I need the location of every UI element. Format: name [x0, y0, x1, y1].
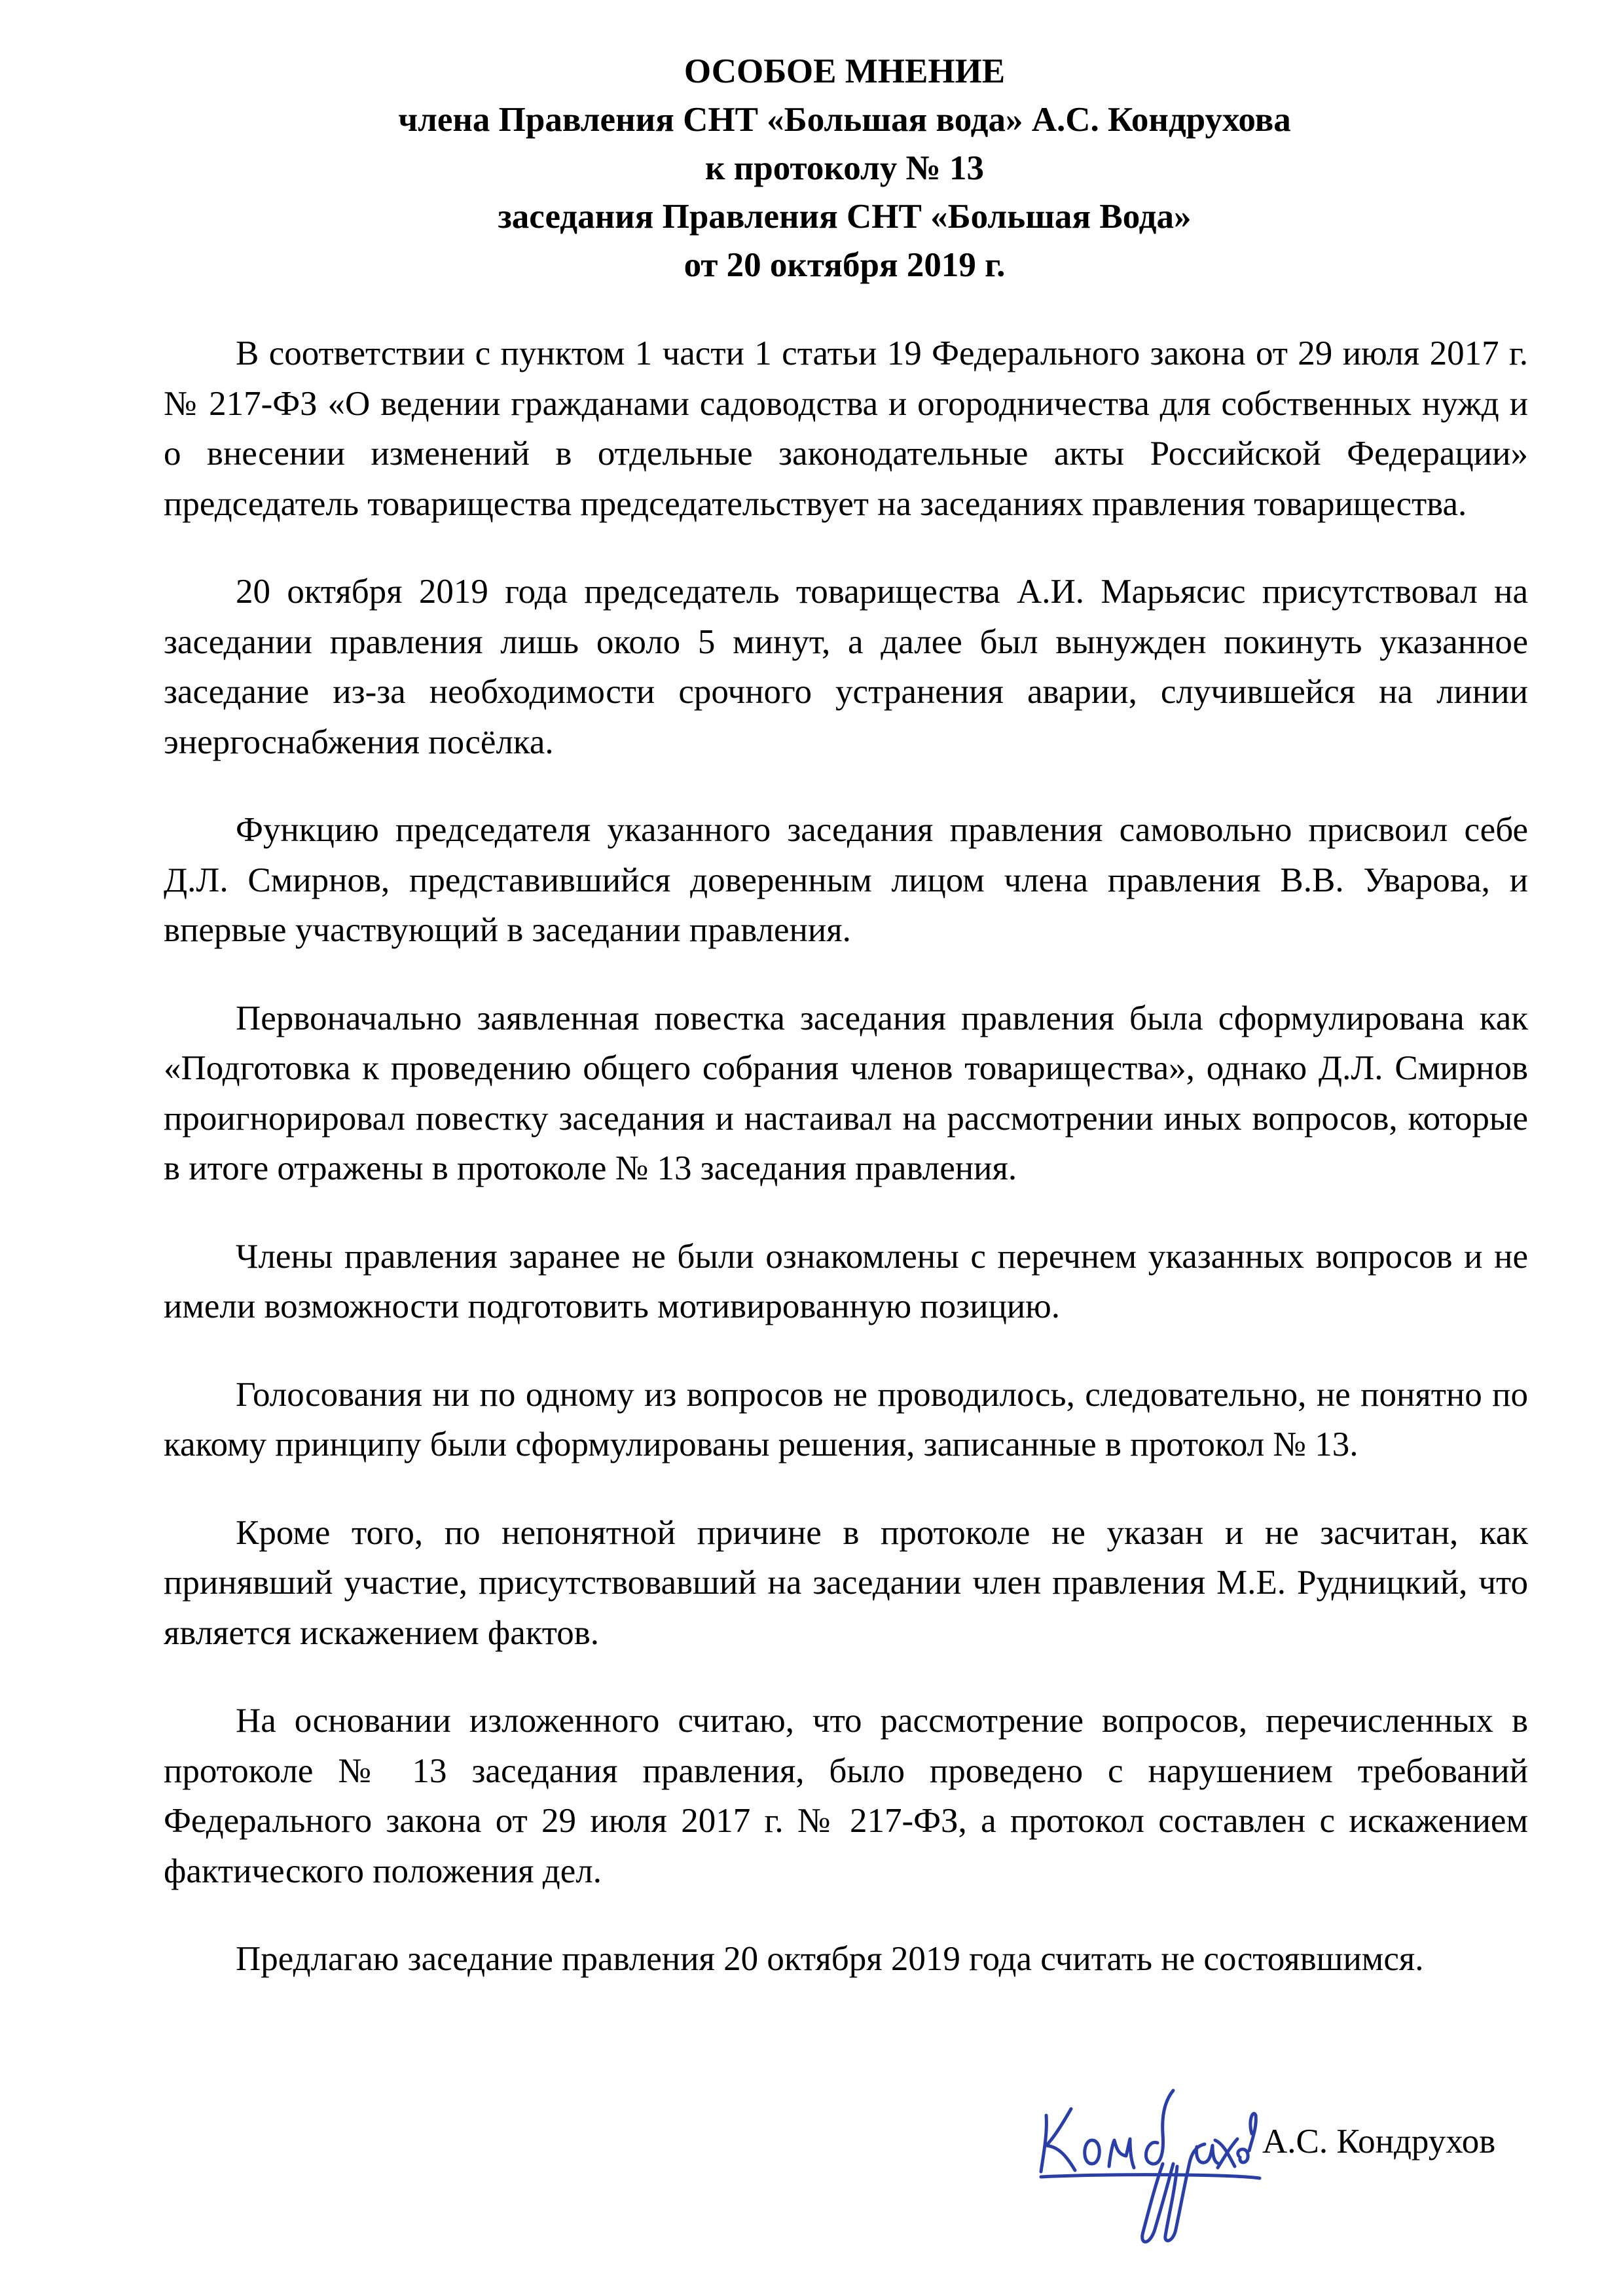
paragraph-4: Первоначально заявленная повестка заседания правления была сформулирована как «Подготовка к проведению общего собрания членов товарищества», однако Д.Л. Смирнов проигнорировал повестку заседания и настаивал на рассмотрении иных вопросов, которые в итоге отражены в протоколе № 13 заседания правления.	[164, 999, 1528, 1187]
header-date-line: от 20 октября 2019 г.	[684, 246, 1006, 284]
paragraph-7: Кроме того, по непонятной причине в протоколе не указан и не засчитан, как принявший участие, присутствовавший на заседании член правления М.Е. Рудницкий, что является искажением фактов.	[164, 1513, 1528, 1652]
header-protocol-line: к протоколу № 13	[704, 149, 985, 187]
paragraph-8: На основании изложенного считаю, что рассмотрение вопросов, перечисленных в протоколе № 13 заседания правления, было проведено с нарушением требований Федерального закона от 29 июля 2017 г. № 217-ФЗ, а протокол составлен с искажением фактического положения дел.	[164, 1702, 1528, 1890]
signature-block	[1021, 2036, 1539, 2258]
signatory-name: А.С. Кондрухов	[1262, 2123, 1496, 2161]
header-author-line: члена Правления СНТ «Большая вода» А.С. Кондрухова	[398, 101, 1291, 139]
header-meeting-line: заседания Правления СНТ «Большая Вода»	[498, 198, 1192, 236]
paragraph-6: Голосования ни по одному из вопросов не проводилось, следовательно, не понятно по какому принципу были сформулированы решения, записанные в протокол № 13.	[164, 1375, 1528, 1463]
paragraph-5: Члены правления заранее не были ознакомлены с перечнем указанных вопросов и не имели возможности подготовить мотивированную позицию.	[164, 1237, 1528, 1325]
paragraph-2: 20 октября 2019 года председатель товарищества А.И. Марьясис присутствовал на заседании правления лишь около 5 минут, а далее был вынужден покинуть указанное заседание из-за необходимости срочного устранения аварии, случившейся на линии энергоснабжения посёлка.	[164, 573, 1528, 761]
handwritten-signature	[1021, 2036, 1264, 2251]
document-body	[164, 329, 1528, 2022]
paragraph-1: В соответствии с пунктом 1 части 1 статьи 19 Федерального закона от 29 июля 2017 г. № 217-ФЗ «О ведении гражданами садоводства и огородничества для собственных нужд и о внесении изменений в отдельные законодательные акты Российской Федерации» председатель товарищества председательствует на заседаниях правления товарищества.	[164, 334, 1528, 523]
paragraph-3: Функцию председателя указанного заседания правления самовольно присвоил себе Д.Л. Смирнов, представившийся доверенным лицом члена правления В.В. Уварова, и впервые участвующий в заседании правления.	[164, 811, 1528, 949]
document-header	[164, 47, 1525, 289]
document-title: ОСОБОЕ МНЕНИЕ	[684, 52, 1006, 90]
paragraph-9: Предлагаю заседание правления 20 октября 2019 года считать не состоявшимся.	[236, 1940, 1424, 1978]
